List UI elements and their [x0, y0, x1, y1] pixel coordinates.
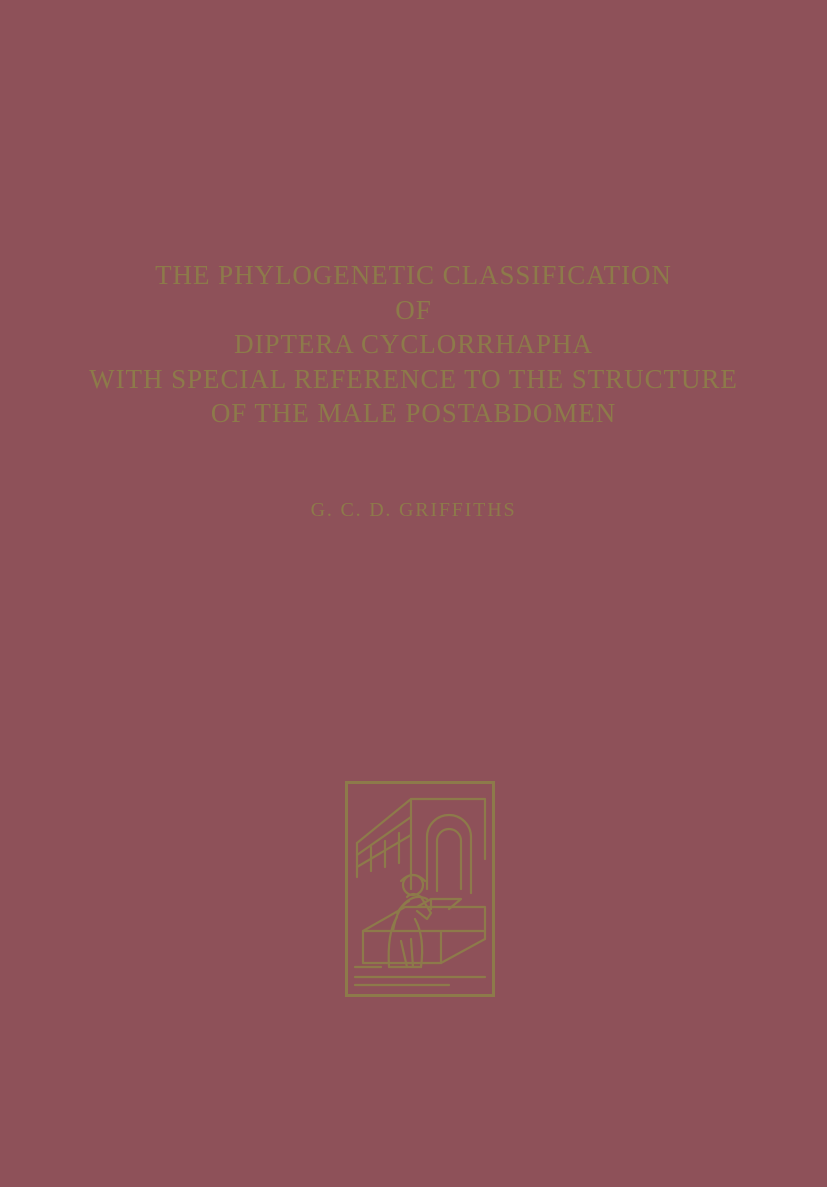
title-line-3: DIPTERA CYCLORRHAPHA: [234, 329, 593, 360]
author-name: G. C. D. GRIFFITHS: [310, 499, 517, 521]
title-line-4: WITH SPECIAL REFERENCE TO THE STRUCTURE: [89, 363, 738, 394]
title-line-1: THE PHYLOGENETIC CLASSIFICATION: [155, 260, 672, 290]
scribe-at-desk-printers-mark-icon: [345, 781, 495, 997]
book-title: [0, 258, 827, 431]
title-line-5: OF THE MALE POSTABDOMEN: [210, 398, 617, 429]
title-line-2: OF: [395, 294, 432, 325]
publisher-logo: [345, 781, 495, 997]
